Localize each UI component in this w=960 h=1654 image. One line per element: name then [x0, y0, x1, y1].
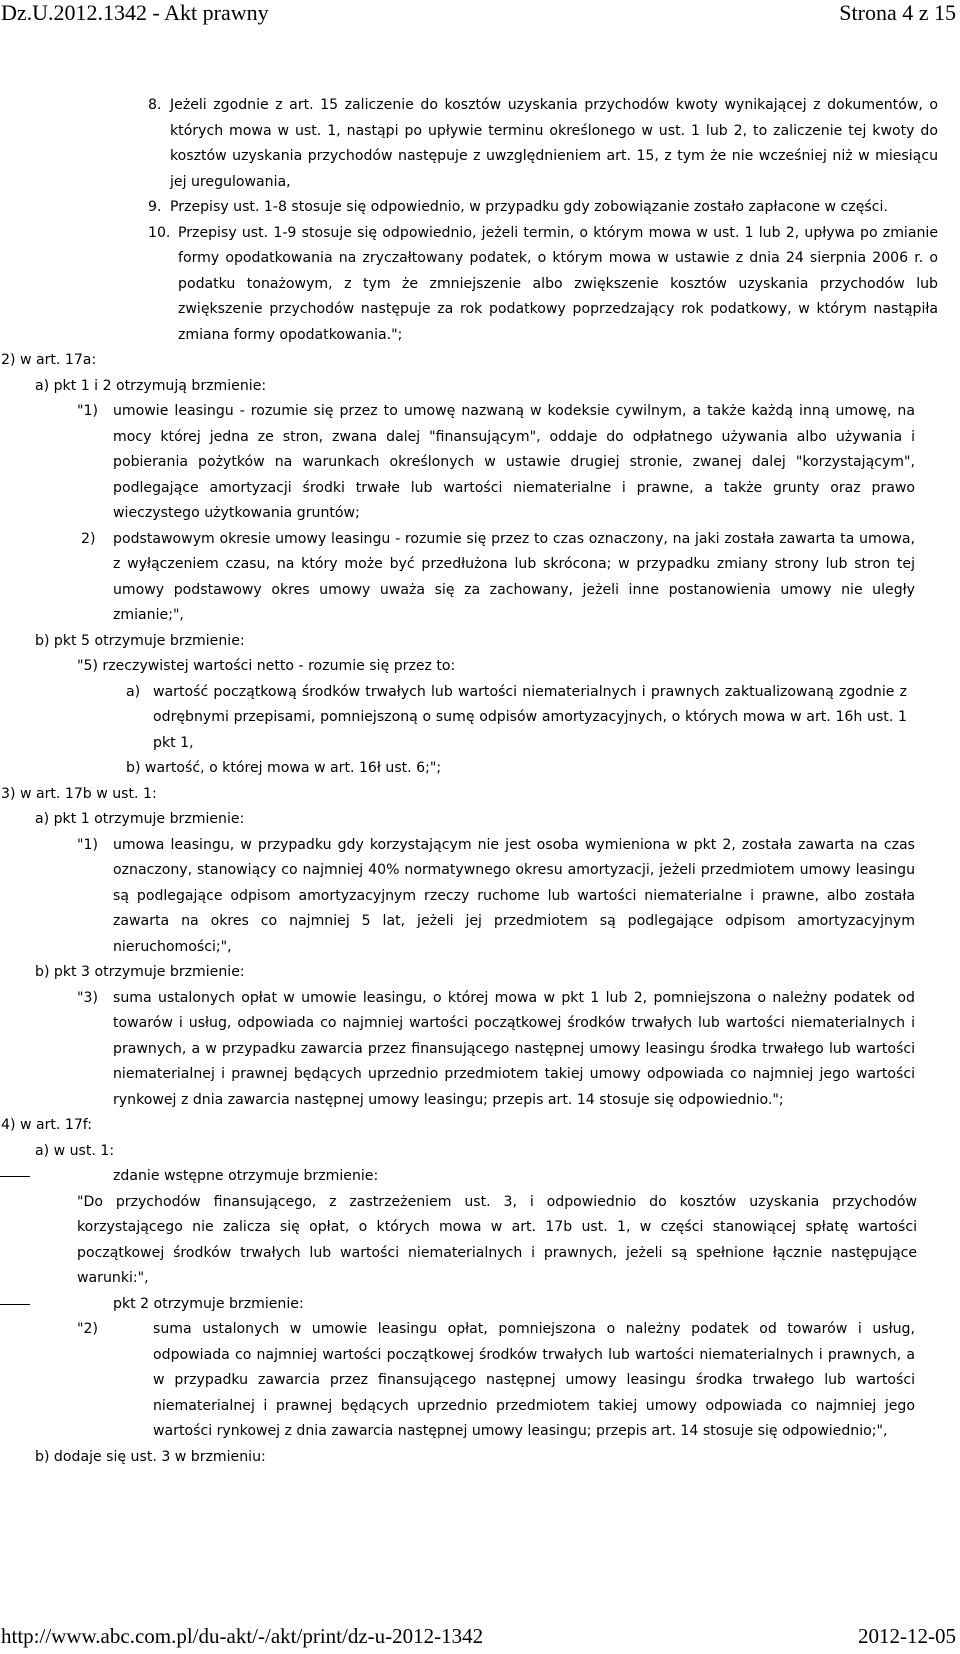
- paragraph-label: 10.: [148, 224, 171, 241]
- tiret-1: [0, 1164, 915, 1190]
- definition-1: [77, 399, 915, 527]
- item-text: a) w ust. 1:: [35, 1142, 115, 1159]
- item-text: b) dodaje się ust. 3 w brzmieniu:: [35, 1448, 266, 1465]
- item-text: a) pkt 1 i 2 otrzymują brzmienie:: [35, 377, 267, 394]
- definition-label: "3): [77, 989, 98, 1006]
- definition-label: 2): [81, 530, 96, 547]
- document-title: Dz.U.2012.1342 - Akt prawny: [1, 0, 269, 25]
- definition-text: "5) rzeczywistej wartości netto - rozumie się przez to:: [77, 658, 456, 674]
- paragraph-label: 8.: [148, 97, 162, 113]
- tiret-text: pkt 2 otrzymuje brzmienie:: [113, 1295, 304, 1312]
- print-date: 2012-12-05: [858, 1624, 956, 1648]
- page-header: [0, 0, 960, 26]
- definition-5: [77, 654, 917, 680]
- definition-2: [77, 527, 915, 629]
- definition-text: umowie leasingu - rozumie się przez to umowę nazwaną w kodeksie cywilnym, a także każdą inną umowę, na mocy której jedna ze stron, zwana dalej "finansującym", oddaje do odpłatnego używania albo używania i pobierania pożytków na warunkach określonych w ustawie drugiej stronie, zwanej dalej "korzystającym", podlegające amortyzacji środki trwałe lub wartości niematerialne i prawne, a także grunty oraz prawo wieczystego użytkowania gruntów;: [113, 403, 915, 521]
- letter-text: b) wartość, o której mowa w art. 16ł ust. 6;";: [126, 760, 442, 776]
- paragraph-text: Przepisy ust. 1-8 stosuje się odpowiednio, w przypadku gdy zobowiązanie zostało zapłacone w części.: [170, 199, 888, 215]
- definition-text: suma ustalonych opłat w umowie leasingu, o której mowa w pkt 1 lub 2, pomniejszona o należny podatek od towarów i usług, odpowiada co najmniej wartości początkowej środków trwałych lub wartości niematerialnych i prawnych, a w przypadku zawarcia przez finansującego następnej umowy leasingu środka trwałego lub wartości niematerialnej i prawnej będących uprzednio przedmiotem takiej umowy odpowiada co najmniej jego wartości rynkowej z dnia zawarcia następnej umowy leasingu; przepis art. 14 stosuje się odpowiednio.";: [113, 989, 915, 1108]
- item-text: a) pkt 1 otrzymuje brzmienie:: [35, 811, 245, 827]
- definition-text: umowa leasingu, w przypadku gdy korzystającym nie jest osoba wymieniona w pkt 2, została zawarta na czas oznaczony, stanowiący co najmniej 40% normatywnego okresu amortyzacji, jeżeli przedmiotem umowy leasingu są podlegające odpisom amortyzacyjnym rzeczy ruchome lub wartości niematerialne i prawne, albo została zawarta na okres co najmniej 5 lat, jeżeli jej przedmiotem są podlegające odpisom amortyzacyjnym nieruchomości;",: [113, 836, 915, 955]
- subitem-b-heading: [35, 629, 915, 655]
- paragraph-text: Jeżeli zgodnie z art. 15 zaliczenie do kosztów uzyskania przychodów kwoty wynikającej z dokumentów, o których mowa w ust. 1, nastąpi po upływie terminu określonego w ust. 1 lub 2, to zaliczenie tej kwoty do kosztów uzyskania przychodów następuje z uwzględnieniem art. 15, z tym że nie wcześniej niż w miesiącu jej uregulowania,: [170, 97, 938, 190]
- definition-label: "1): [77, 403, 98, 419]
- letter-a: [126, 680, 907, 757]
- document-body: [0, 93, 960, 1470]
- definition-label: "2): [77, 1321, 98, 1337]
- subitem-b-heading-3: [35, 1445, 915, 1471]
- quoted-intro: [77, 1190, 917, 1292]
- item-3-heading: [1, 782, 901, 808]
- definition-1-b: [77, 833, 915, 961]
- letter-b: [126, 756, 906, 782]
- paragraph-text: Przepisy ust. 1-9 stosuje się odpowiednio, jeżeli termin, o którym mowa w ust. 1 lub 2, upływa po zmianie formy opodatkowania na zryczałtowany podatek, o którym mowa w ustawie z dnia 24 sierpnia 2006 r. o podatku tonażowym, z tym że zmniejszenie albo zwiększenie kosztów uzyskania przychodów lub zwiększenie przychodów następuje za rok podatkowy poprzedzający rok podatkowy, w którym nastąpiła zmiana formy opodatkowania.";: [178, 224, 938, 343]
- tiret-text: zdanie wstępne otrzymuje brzmienie:: [113, 1168, 379, 1184]
- letter-text: wartość początkową środków trwałych lub wartości niematerialnych i prawnych zaktualizowaną zgodnie z odrębnymi przepisami, pomniejszoną o sumę odpisów amortyzacyjnych, o których mowa w art. 16h ust. 1 pkt 1,: [153, 683, 907, 751]
- definition-3: [77, 986, 915, 1114]
- item-4-heading: [1, 1113, 901, 1139]
- letter-label: a): [126, 683, 141, 700]
- source-url: http://www.abc.com.pl/du-akt/-/akt/print/dz-u-2012-1342: [1, 1624, 484, 1648]
- item-text: 3) w art. 17b w ust. 1:: [1, 785, 157, 802]
- dash-marker: [0, 1304, 30, 1305]
- definition-text: suma ustalonych w umowie leasingu opłat, pomniejszona o należny podatek od towarów i usług, odpowiada co najmniej wartości początkowej środków trwałych lub wartości niematerialnych i prawnych, a w przypadku zawarcia przez finansującego następnej umowy leasingu środka trwałego lub wartości niematerialnej i prawnej będących uprzednio przedmiotem takiej umowy odpowiada co najmniej jego wartości rynkowej z dnia zawarcia następnej umowy leasingu; przepis art. 14 stosuje się odpowiednio;",: [153, 1321, 915, 1439]
- subitem-a-heading-3: [35, 1139, 915, 1165]
- subitem-b-heading-2: [35, 960, 915, 986]
- paragraph-label: 9.: [148, 199, 162, 215]
- item-text: b) pkt 3 otrzymuje brzmienie:: [35, 964, 245, 980]
- subitem-a-heading-2: [35, 807, 915, 833]
- definition-text: podstawowym okresie umowy leasingu - rozumie się przez to czas oznaczony, na jaki została zawarta ta umowa, z wyłączeniem czasu, na który może być przedłużona lub skrócona; w przypadku zmiany strony lub stron tej umowy podstawowy okres umowy uważa się za zachowany, jeżeli inne postanowienia umowy nie uległy zmianie;",: [113, 530, 915, 623]
- page-number: Strona 4 z 15: [839, 0, 956, 25]
- page-footer: [0, 1624, 960, 1650]
- item-text: 4) w art. 17f:: [1, 1117, 93, 1133]
- item-2-heading: [1, 348, 901, 374]
- definition-label: "1): [77, 836, 98, 853]
- subitem-a-heading: [35, 374, 915, 400]
- paragraph-9: [148, 195, 938, 221]
- definition-2-b: [77, 1317, 915, 1445]
- paragraph-10: [148, 221, 938, 349]
- item-text: b) pkt 5 otrzymuje brzmienie:: [35, 632, 245, 649]
- item-text: 2) w art. 17a:: [1, 352, 97, 368]
- quoted-text: "Do przychodów finansującego, z zastrzeżeniem ust. 3, i odpowiednio do kosztów uzyskania przychodów korzystającego nie zalicza się opłat, o których mowa w art. 17b ust. 1, w części stanowiącej spłatę wartości początkowej środków trwałych lub wartości niematerialnych i prawnych, jeżeli są spełnione łącznie następujące warunki:",: [77, 1193, 917, 1286]
- tiret-2: [0, 1292, 915, 1318]
- paragraph-8: [148, 93, 938, 195]
- dash-marker: [0, 1176, 30, 1177]
